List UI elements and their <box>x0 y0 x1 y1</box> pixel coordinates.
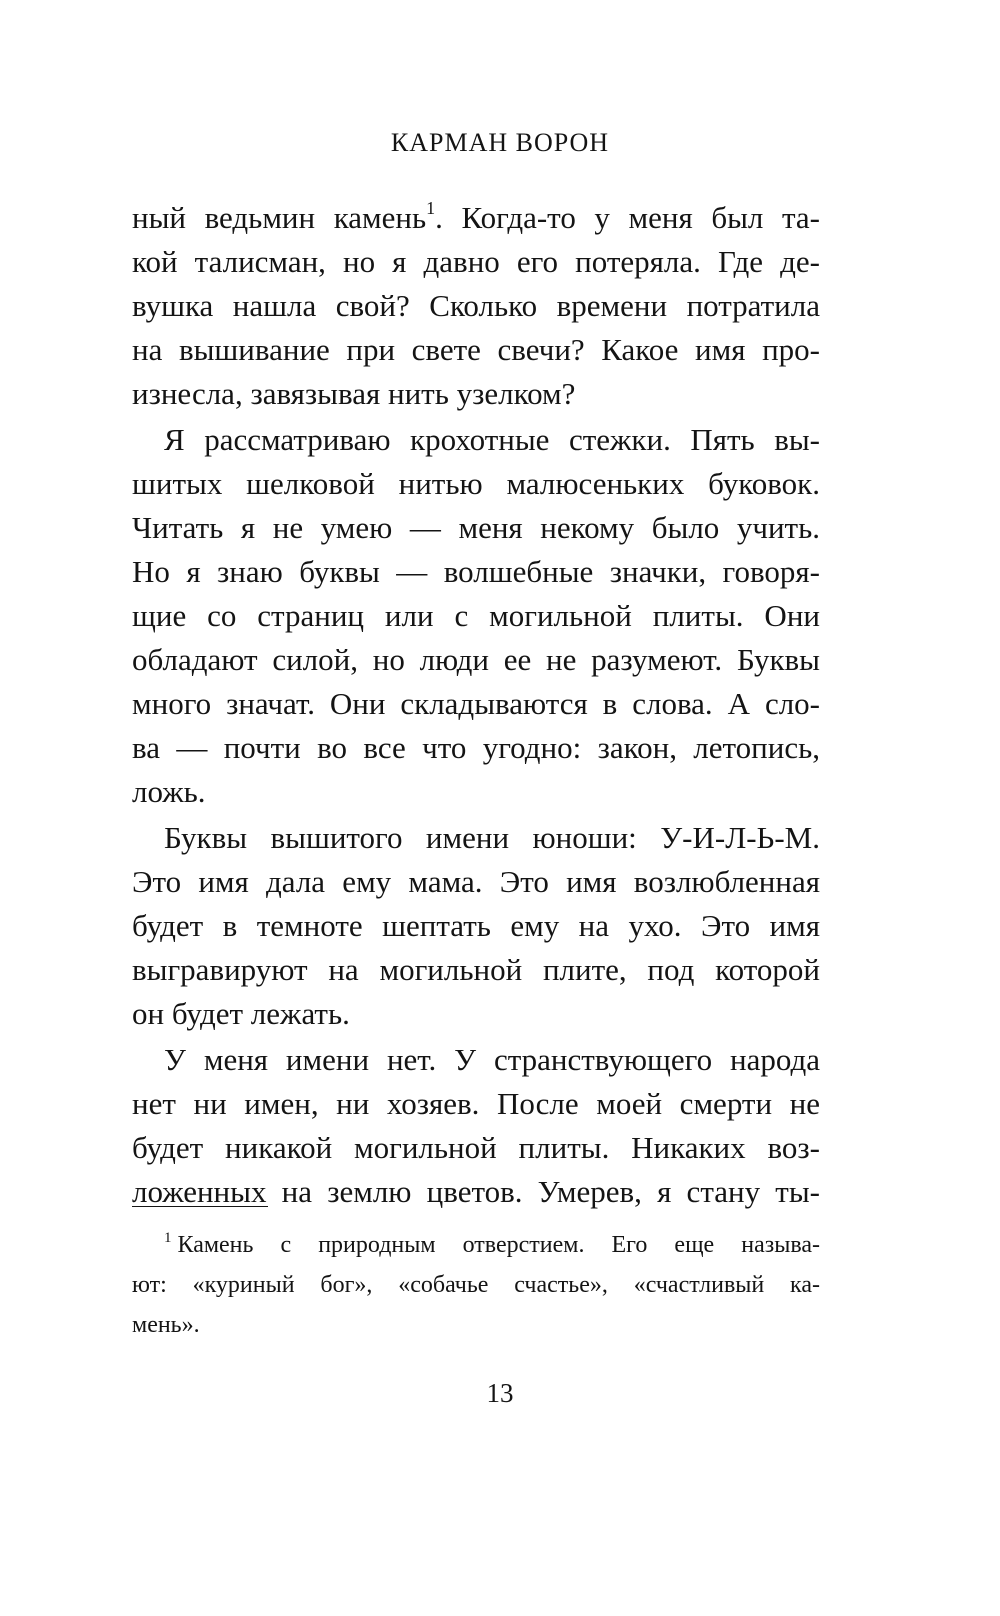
text-line: выгравируют на могильной плите, под которой <box>132 952 820 987</box>
text-line: обладают силой, но люди ее не разумеют. Буквы <box>132 642 820 677</box>
text-line: шитых шелковой нитью малюсеньких буковок. <box>132 466 820 501</box>
footnote-divider <box>132 1206 268 1207</box>
text-line: на вышивание при свете свечи? Какое имя про- <box>132 332 820 367</box>
text-line: Я рассматриваю крохотные стежки. Пять вы- <box>164 422 820 457</box>
text-line: кой талисман, но я давно его потеряла. Где де- <box>132 244 820 279</box>
footnote-mark: 1 <box>164 1230 172 1246</box>
text-line: много значат. Они складываются в слова. А сло- <box>132 686 820 721</box>
running-head: КАРМАН ВОРОН <box>390 128 610 157</box>
footnote-line: мень». <box>132 1312 200 1338</box>
text-line: изнесла, завязывая нить узелком? <box>132 376 576 411</box>
text-fragment: . Когда-то у меня был та- <box>435 200 820 235</box>
text-line: ложь. <box>132 774 206 809</box>
page-number: 13 <box>486 1378 514 1408</box>
text-line: будет никакой могильной плиты. Никаких воз- <box>132 1130 820 1165</box>
footnote-reference: 1 <box>426 198 436 218</box>
text-fragment: ный ведьмин камень <box>132 200 427 235</box>
text-line: будет в темноте шептать ему на ухо. Это имя <box>132 908 820 943</box>
text-line: ложенных на землю цветов. Умерев, я стану ты- <box>132 1174 820 1209</box>
text-line: Но я знаю буквы — волшебные значки, говоря- <box>132 554 820 589</box>
text-line: вушка нашла свой? Сколько времени потратила <box>132 288 820 323</box>
text-line: нет ни имен, ни хозяев. После моей смерти не <box>132 1086 820 1121</box>
text-line: щие со страниц или с могильной плиты. Они <box>132 598 820 633</box>
body-text <box>132 196 820 1214</box>
text-line: У меня имени нет. У странствующего народа <box>164 1042 820 1077</box>
footnote-line <box>132 1225 820 1265</box>
text-line: Читать я не умею — меня некому было учить. <box>132 510 820 545</box>
footnote-line: ют: «куриный бог», «собачье счастье», «счастливый ка- <box>132 1272 820 1298</box>
footnote <box>132 1225 820 1345</box>
text-line: ва — почти во все что угодно: закон, летопись, <box>132 730 820 765</box>
text-line: Буквы вышитого имени юноши: У-И-Л-Ь-М. <box>164 820 820 855</box>
text-line: он будет лежать. <box>132 996 350 1031</box>
text-line <box>132 196 820 240</box>
text-line: Это имя дала ему мама. Это имя возлюбленная <box>132 864 820 899</box>
footnote-text: Камень с природным отверстием. Его еще называ- <box>177 1232 820 1258</box>
